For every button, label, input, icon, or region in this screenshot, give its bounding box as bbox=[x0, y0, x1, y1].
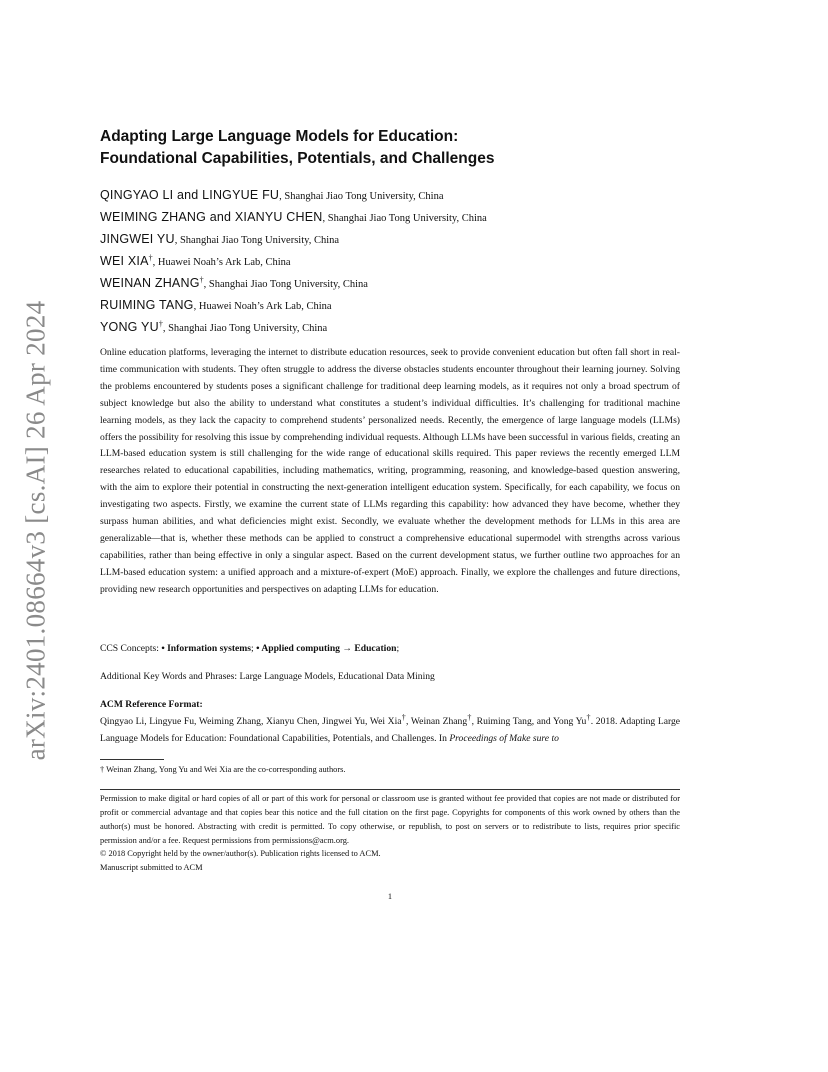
paper-title-line-1: Adapting Large Language Models for Education: bbox=[100, 128, 459, 145]
ccs-concept-information-systems: • Information systems bbox=[161, 643, 252, 654]
author-affiliation: , Huawei Noah’s Ark Lab, China bbox=[152, 257, 291, 268]
ccs-suffix: ; bbox=[396, 643, 400, 654]
corresponding-authors-footnote: † Weinan Zhang, Yong Yu and Wei Xia are the co-corresponding authors. bbox=[100, 765, 346, 774]
permission-divider bbox=[100, 789, 680, 790]
abstract: Online education platforms, leveraging the internet to distribute education resources, seek to provide convenient education but often fall short in real-time communication with students. They often struggle to address the diverse obstacles students encounter throughout their learning journey. Solving the problems encountered by students poses a significant challenge for traditional deep learning models, as it requires not only a broad spectrum of subject knowledge but also the ability to understand what constitutes a student’s individual difficulties. It’s challenging for traditional machine learning models, as they lack the capacity to comprehend students’ personalized needs. Recently, the emergence of large language models (LLMs) offers the possibility for resolving this issue by comprehending individual requests. Although LLMs have been successful in various fields, creating an LLM-based education system is still challenging for the wide range of educational skills required. This paper reviews the recently emerged LLM researches related to educational capabilities, including mathematics, writing, programming, reasoning, and knowledge-based question answering, with the aim to explore their potential in constructing the next-generation intelligent education system. Specifically, for each capability, we focus on investigating two aspects. Firstly, we examine the current state of LLMs regarding this capability: how advanced they have become, whether they surpass human abilities, and what deficiencies might exist. Secondly, we evaluate whether the development methods for LLMs in this area are generalizable—that is, whether these methods can be applied to construct a comprehensive educational supermodel with strengths across various capabilities, rather than being effective in only a singular aspect. Based on the current development status, we further outline two approaches for an LLM-based education system: a unified approach and a mixture-of-expert (MoE) approach. Finally, we explore the challenges and future directions, providing new research opportunities and perspectives on adapting LLMs for education. bbox=[100, 347, 680, 595]
author-line bbox=[100, 250, 680, 272]
author-dagger: † bbox=[158, 319, 163, 329]
author-affiliation: , Shanghai Jiao Tong University, China bbox=[162, 323, 328, 334]
author-line bbox=[100, 316, 680, 338]
keywords: Additional Key Words and Phrases: Large Language Models, Educational Data Mining bbox=[100, 671, 435, 682]
acm-reference-dagger: † bbox=[467, 712, 472, 722]
author-dagger: † bbox=[148, 253, 153, 263]
paper-title-line-2: Foundational Capabilities, Potentials, and Challenges bbox=[100, 150, 495, 167]
permission-notice: Permission to make digital or hard copies of all or part of this work for personal or classroom use is granted without fee provided that copies are not made or distributed for profit or commercial advantage and that copies bear this notice and the full citation on the first page. Copyrights for components of this work owned by others than the author(s) must be honored. Abstracting with credit is permitted. To copy otherwise, or republish, to post on servers or to redistribute to lists, requires prior specific permission and/or a fee. Request permissions from permissions@acm.org. bbox=[100, 794, 680, 845]
ccs-separator: ; bbox=[251, 643, 257, 654]
author-affiliation: , Shanghai Jiao Tong University, China bbox=[279, 191, 444, 202]
author-line bbox=[100, 294, 680, 316]
author-names: YONG YU bbox=[100, 320, 159, 334]
ccs-concepts bbox=[100, 641, 680, 657]
author-affiliation: , Shanghai Jiao Tong University, China bbox=[203, 279, 368, 290]
author-names: WEINAN ZHANG bbox=[100, 276, 200, 290]
author-names: RUIMING TANG bbox=[100, 298, 194, 312]
acm-reference-part-1: Qingyao Li, Lingyue Fu, Weiming Zhang, Xianyu Chen, Jingwei Yu, Wei Xia bbox=[100, 716, 402, 727]
manuscript-notice: Manuscript submitted to ACM bbox=[100, 863, 203, 872]
author-names: QINGYAO LI and LINGYUE FU bbox=[100, 188, 280, 202]
arxiv-identifier-stamp bbox=[14, 300, 58, 760]
copyright-notice: © 2018 Copyright held by the owner/author(s). Publication rights licensed to ACM. bbox=[100, 849, 381, 858]
author-affiliation: , Huawei Noah’s Ark Lab, China bbox=[193, 301, 332, 312]
author-dagger: † bbox=[199, 275, 204, 285]
author-names: WEI XIA bbox=[100, 254, 149, 268]
author-line bbox=[100, 184, 680, 206]
author-line bbox=[100, 228, 680, 250]
ccs-concept-applied-computing: • Applied computing → Education bbox=[256, 643, 397, 654]
author-line bbox=[100, 272, 680, 294]
acm-reference-dagger: † bbox=[586, 712, 591, 722]
author-affiliation: , Shanghai Jiao Tong University, China bbox=[322, 213, 487, 224]
paper-title bbox=[100, 126, 680, 170]
acm-reference-text bbox=[100, 713, 680, 747]
author-names: JINGWEI YU bbox=[100, 232, 175, 246]
author-line bbox=[100, 206, 680, 228]
acm-reference-proceedings: Proceedings of Make sure to bbox=[449, 733, 559, 744]
acm-reference-part-4: . 2018. Adapting Large Language Models for Education: Foundational Capabilities, Potentials, and Challenges. In bbox=[100, 716, 681, 744]
author-affiliation: , Shanghai Jiao Tong University, China bbox=[174, 235, 340, 246]
acm-reference-part-3: , Ruiming Tang, and Yong Yu bbox=[471, 716, 587, 727]
acm-reference-heading: ACM Reference Format: bbox=[100, 699, 203, 710]
footnote-divider bbox=[100, 759, 164, 760]
ccs-prefix: CCS Concepts: bbox=[100, 643, 162, 654]
acm-reference-part-2: , Weinan Zhang bbox=[406, 716, 468, 727]
page-number: 1 bbox=[387, 892, 393, 901]
author-list bbox=[100, 184, 680, 338]
author-names: WEIMING ZHANG and XIANYU CHEN bbox=[100, 210, 323, 224]
arxiv-identifier-text: arXiv:2401.08664v3 [cs.AI] 26 Apr 2024 bbox=[20, 300, 51, 760]
acm-reference-dagger: † bbox=[401, 712, 407, 722]
